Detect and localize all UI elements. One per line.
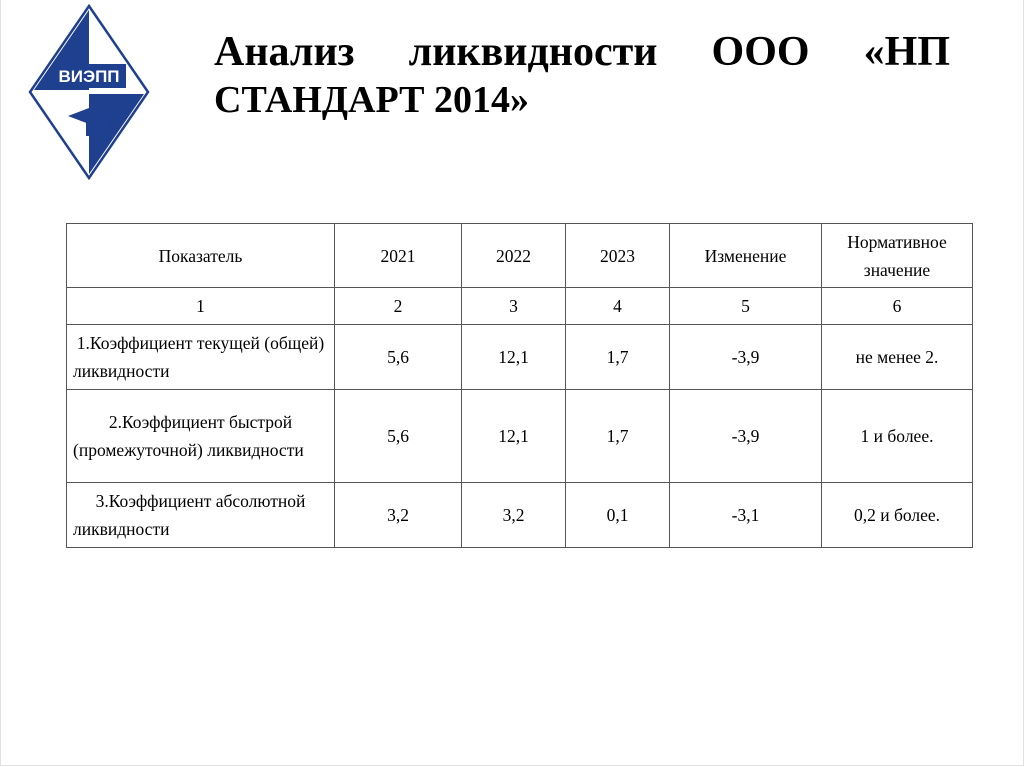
table-row [67, 325, 973, 390]
col-number: 1 [67, 288, 335, 325]
table-numbering-row [67, 288, 973, 325]
header-norm: Нормативное значение [822, 224, 973, 288]
header-change: Изменение [670, 224, 822, 288]
table-header-row [67, 224, 973, 288]
value-norm: 0,2 и более. [822, 483, 973, 548]
col-number: 3 [462, 288, 566, 325]
header-indicator: Показатель [67, 224, 335, 288]
header-2022: 2022 [462, 224, 566, 288]
title-line-2: СТАНДАРТ 2014» [214, 79, 530, 121]
value-2021: 5,6 [335, 325, 462, 390]
title-word-2: ликвидности [408, 29, 658, 75]
liquidity-table [66, 223, 973, 548]
value-2023: 1,7 [566, 390, 670, 483]
indicator-name: 2.Коэффициент быстрой (промежуточной) ликвидности [67, 390, 335, 483]
header-2023: 2023 [566, 224, 670, 288]
title-word-4: «НП [863, 29, 950, 75]
value-change: -3,9 [670, 390, 822, 483]
col-number: 5 [670, 288, 822, 325]
title-word-3: ООО [711, 29, 810, 75]
value-2022: 3,2 [462, 483, 566, 548]
value-2021: 5,6 [335, 390, 462, 483]
col-number: 4 [566, 288, 670, 325]
col-number: 2 [335, 288, 462, 325]
col-number: 6 [822, 288, 973, 325]
value-change: -3,9 [670, 325, 822, 390]
value-2022: 12,1 [462, 325, 566, 390]
page-title [214, 28, 950, 124]
value-norm: не менее 2. [822, 325, 973, 390]
value-2023: 1,7 [566, 325, 670, 390]
logo-text: ВИЭПП [58, 67, 120, 86]
table-row [67, 390, 973, 483]
institute-logo [28, 4, 150, 180]
value-change: -3,1 [670, 483, 822, 548]
indicator-name: 1.Коэффициент текущей (общей) ликвидности [67, 325, 335, 390]
value-norm: 1 и более. [822, 390, 973, 483]
header-2021: 2021 [335, 224, 462, 288]
title-word-1: Анализ [214, 29, 355, 75]
value-2023: 0,1 [566, 483, 670, 548]
value-2021: 3,2 [335, 483, 462, 548]
table-row [67, 483, 973, 548]
indicator-name: 3.Коэффициент абсолютной ликвидности [67, 483, 335, 548]
value-2022: 12,1 [462, 390, 566, 483]
